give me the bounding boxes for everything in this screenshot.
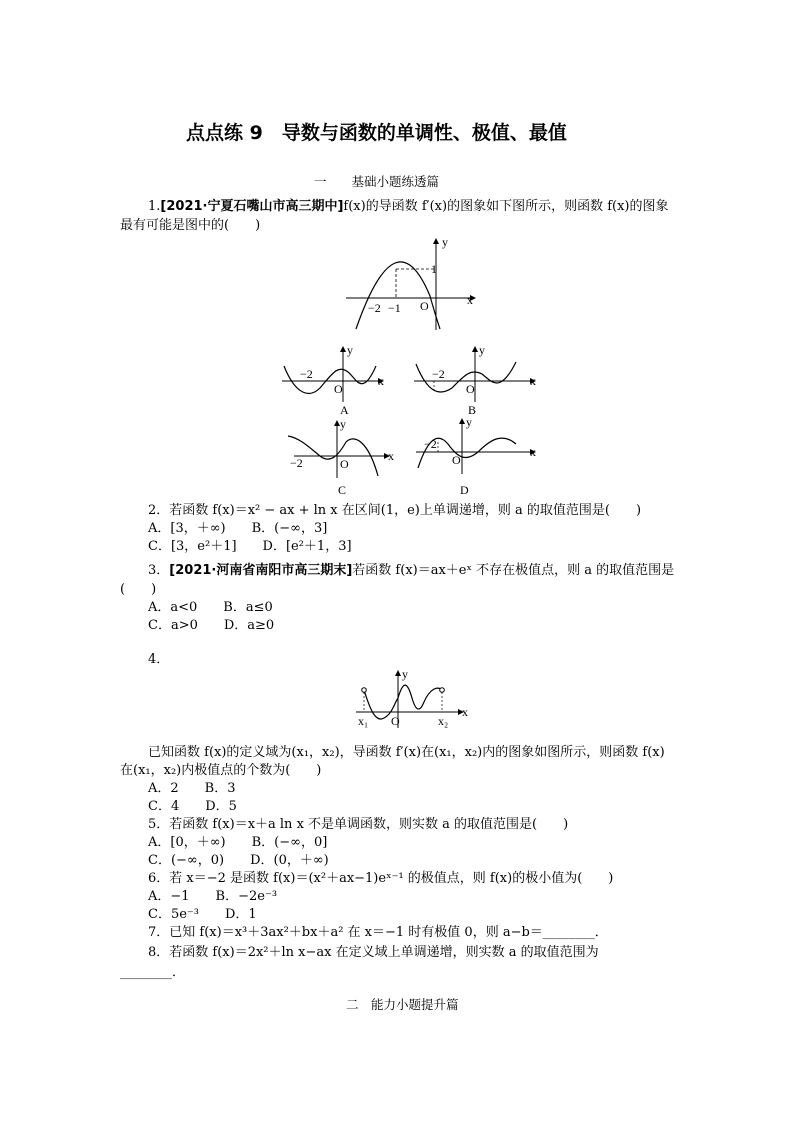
- question-1-option-b-graph: [412, 344, 542, 416]
- question-3-options-row-2: C．a>0 D．a≥0: [148, 618, 275, 633]
- graph-label-x: x: [467, 293, 473, 307]
- question-2-options-row-1: A．[3，＋∞) B．(−∞，3]: [148, 521, 328, 536]
- option-b-y-label: y: [479, 343, 485, 357]
- question-2-options-row-2: C．[3，e²＋1] D．[e²＋1，3]: [148, 539, 352, 554]
- question-3-text: 若函数 f(x)＝ax＋eˣ 不存在极值点，则 a 的取值范围是: [352, 563, 675, 578]
- question-1-option-d-graph: [412, 415, 542, 497]
- graph-label-one: 1: [431, 262, 437, 276]
- option-b-origin: O: [466, 382, 475, 396]
- question-5-text: 5．若函数 f(x)＝x＋a ln x 不是单调函数，则实数 a 的取值范围是( ): [148, 817, 569, 832]
- question-8-text: 8．若函数 f(x)＝2x²＋ln x−ax 在定义域上单调递增，则实数 a 的取值范围为: [148, 945, 599, 960]
- option-d-y-label: y: [466, 415, 472, 429]
- question-2-text: 2．若函数 f(x)＝x² − ax + ln x 在区间(1，e)上单调递增，则 a 的取值范围是( ): [148, 503, 642, 518]
- question-1-text: f(x)的导函数 f′(x)的图象如下图所示，则函数 f(x)的图象: [343, 199, 669, 214]
- graph-label-minus-one: −1: [388, 301, 401, 315]
- question-8-text-line-2: ________．: [120, 965, 186, 980]
- option-d-origin: O: [452, 453, 461, 467]
- question-6-options-row-2: C．5e⁻³ D．1: [148, 907, 257, 922]
- graph-label-y: y: [442, 235, 448, 249]
- option-a-origin: O: [334, 382, 343, 396]
- option-c-y-label: y: [340, 417, 346, 431]
- question-4-text-line-2: 在(x₁，x₂)内极值点的个数为( ): [120, 763, 322, 778]
- question-6-options-row-1: A．−1 B．−2e⁻³: [148, 889, 278, 904]
- q4-graph-x-label: x: [462, 705, 468, 719]
- option-a-y-label: y: [347, 343, 353, 357]
- option-b-tick: −2: [432, 367, 445, 381]
- option-c-letter: C: [338, 483, 347, 497]
- option-d-x-label: x: [530, 445, 536, 459]
- question-1-line-1: [148, 198, 669, 216]
- q4-graph-origin: O: [391, 714, 400, 728]
- option-c-origin: O: [340, 457, 349, 471]
- option-b-letter: B: [468, 403, 477, 417]
- q4-graph-y-label: y: [402, 667, 408, 681]
- option-a-x-label: x: [378, 374, 384, 388]
- question-6-text: 6．若 x＝−2 是函数 f(x)＝(x²＋ax−1)eˣ⁻¹ 的极值点，则 f(x)的极小值为( ): [148, 871, 614, 886]
- option-c-tick: −2: [290, 456, 303, 470]
- question-5-options-row-1: A．[0，＋∞) B．(−∞，0]: [148, 835, 328, 850]
- question-4-text-line-1: 已知函数 f(x)的定义域为(x₁，x₂)，导函数 f′(x)在(x₁，x₂)内的图象如图所示，则函数 f(x): [148, 745, 665, 760]
- option-a-tick: −2: [300, 367, 313, 381]
- question-1-derivative-graph: [340, 234, 480, 334]
- question-3-number: 3．: [148, 563, 170, 578]
- option-c-x-label: x: [388, 449, 394, 463]
- question-4-options-row-2: C．4 D．5: [148, 799, 237, 814]
- option-b-x-label: x: [530, 374, 536, 388]
- question-4-options-row-1: A．2 B．3: [148, 781, 236, 796]
- section-heading-basic: 一 基础小题练透篇: [314, 174, 440, 189]
- question-1-option-c-graph: [280, 418, 400, 496]
- q4-graph-x2: x₂: [438, 714, 449, 728]
- page-title: 点点练 9 导数与函数的单调性、极值、最值: [186, 122, 567, 144]
- question-3-options-row-1: A．a<0 B．a≤0: [148, 600, 273, 615]
- question-1-option-a-graph: [280, 344, 390, 416]
- question-3-line-2: ( ): [120, 582, 157, 597]
- option-d-tick: −2: [424, 437, 437, 451]
- q4-graph-x1: x₁: [358, 714, 369, 728]
- question-1-source: [2021·宁夏石嘴山市高三期中]: [160, 199, 344, 214]
- option-d-letter: D: [460, 483, 469, 497]
- section-heading-advanced: 二 能力小题提升篇: [346, 997, 459, 1012]
- graph-label-minus-two: −2: [368, 301, 381, 315]
- question-1-line-2: 最有可能是图中的( ): [120, 218, 261, 233]
- question-1-number: 1.: [148, 199, 161, 214]
- graph-label-origin: O: [420, 299, 429, 313]
- question-4-number: 4．: [148, 652, 170, 667]
- question-5-options-row-2: C．(−∞，0) D．(0，＋∞): [148, 853, 329, 868]
- question-3-line-1: [148, 562, 674, 580]
- option-a-letter: A: [340, 403, 349, 417]
- question-7-text: 7．已知 f(x)＝x³＋3ax²＋bx＋a² 在 x＝−1 时有极值 0，则 a−b＝________．: [148, 925, 608, 940]
- question-4-derivative-graph: [354, 668, 474, 730]
- question-3-source: [2021·河南省南阳市高三期末]: [169, 563, 353, 578]
